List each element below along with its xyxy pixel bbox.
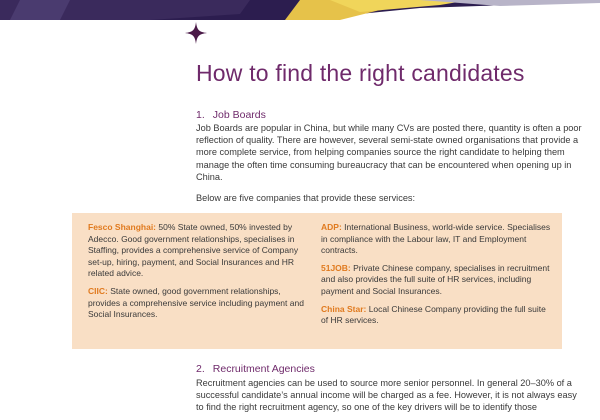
section-number: 1. — [196, 109, 205, 121]
companies-column-left — [88, 222, 313, 327]
companies-intro: Below are five companies that provide these services: — [196, 193, 416, 203]
section-paragraph: Recruitment agencies can be used to source more senior personnel. In general 20–30% of a successful candidate’s annual income will be charged as a fee. However, it is not always easy to find the right recruitment agency, so one of the key drivers will be to identify those — [196, 378, 577, 413]
company-name: 51JOB: — [321, 262, 351, 273]
company-description: Private Chinese company, specialises in recruitment and also provides the full suite of HR services, including payment and Social Insurances. — [321, 262, 550, 296]
company-entry — [321, 263, 553, 298]
section-paragraph: Job Boards are popular in China, but while many CVs are posted there, quantity is often a poor reflection of quality. There are however, several semi-state owned organisations that provide a more complete service, from helping companies source the right candidate to helping them manage the often time consuming bureaucracy that can be encountered when opening up in China. — [196, 123, 582, 182]
section-number: 2. — [196, 363, 205, 375]
page-title: How to find the right candidates — [196, 60, 525, 86]
company-name: ADP: — [321, 222, 342, 232]
four-point-star-icon — [185, 22, 207, 44]
company-description: Local Chinese Company providing the full suite of HR services. — [321, 303, 546, 326]
section-title: Job Boards — [212, 109, 266, 121]
company-description: International Business, world-wide service. Specialises in compliance with the Labour law, IT and Employment contracts. — [321, 222, 551, 256]
company-name: China Star: — [321, 303, 367, 314]
company-name: Fesco Shanghai: — [88, 222, 157, 232]
section-title: Recruitment Agencies — [212, 363, 315, 375]
companies-column-right — [321, 222, 553, 333]
section-heading — [196, 108, 586, 122]
company-entry — [88, 222, 313, 280]
company-entry — [321, 304, 553, 327]
section-recruitment-agencies — [196, 362, 586, 414]
company-description: State owned, good government relationships, provides a comprehensive service including payment and Social Insurances. — [88, 285, 304, 320]
company-name: CIIC: — [88, 285, 108, 296]
section-job-boards — [196, 108, 586, 183]
company-entry — [321, 222, 553, 257]
company-description: 50% State owned, 50% invested by Adecco. Good government relationships, specialises in Staffing, provides a comprehensive service of Company set-up, hiring, payment, and Social Insurances and HR related advice. — [88, 222, 299, 279]
section-heading — [196, 362, 586, 376]
companies-panel — [72, 213, 562, 349]
top-decorative-band — [0, 0, 600, 20]
company-entry — [88, 286, 313, 321]
